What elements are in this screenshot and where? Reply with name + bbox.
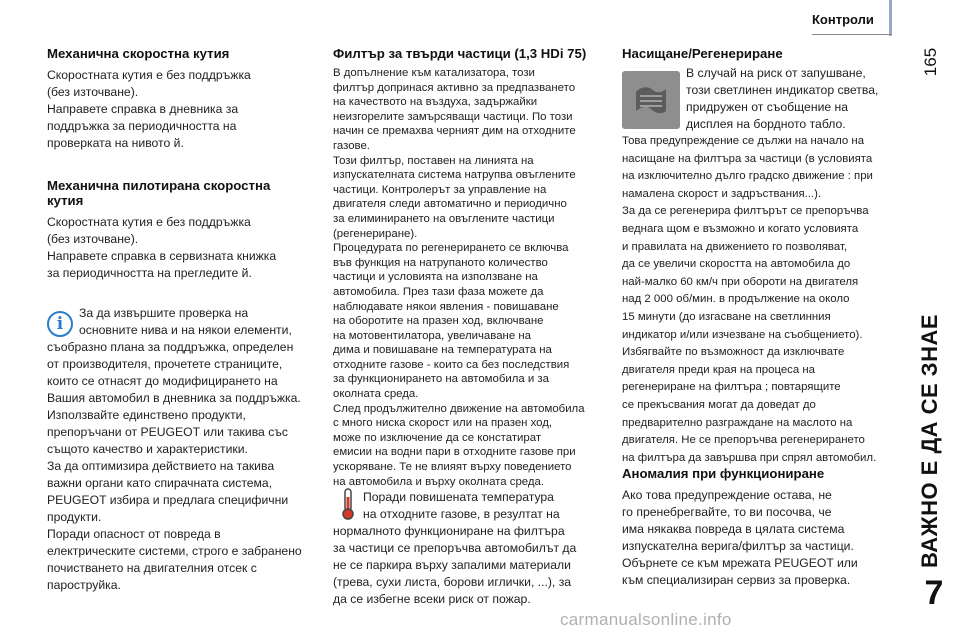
paragraph-line: газове. <box>333 139 370 152</box>
paragraph-line: на качеството на въздуха, задържайки <box>333 96 538 109</box>
particle-filter-warning-icon <box>622 71 680 129</box>
paragraph-line: на филтъра да завършва при спрял автомобил. <box>622 451 877 464</box>
paragraph-line: Обърнете се към мрежата PEUGEOT или <box>622 556 858 570</box>
paragraph-line: наблюдавате някои явления - повишаване <box>333 300 559 313</box>
paragraph-line: Използвайте единствено продукти, <box>47 408 246 422</box>
paragraph-line: Поради опасност от повреда в <box>47 527 221 541</box>
paragraph-line: дисплея на бордното табло. <box>686 117 846 131</box>
paragraph-line: намалена скорост и задръствания...). <box>622 187 822 200</box>
paragraph-line: околната среда. <box>333 388 419 401</box>
paragraph-line: продукти. <box>47 510 102 524</box>
piloted-gearbox-section <box>47 178 317 282</box>
paragraph-line: индикатор и/или изчезване на съобщението). <box>622 328 863 341</box>
paragraph-line: За да оптимизира действието на такива <box>47 459 275 473</box>
paragraph-line: поддръжка за периодичността на <box>47 119 237 133</box>
paragraph-line: В случай на риск от запушване, <box>686 66 866 80</box>
piloted-gearbox-heading: Механична пилотирана скоростна кутия <box>47 178 271 208</box>
paragraph-line: емисии на водни пари в отходните газове при <box>333 446 576 459</box>
manual-gearbox-text <box>47 67 317 152</box>
paragraph-line: Направете справка в дневника за <box>47 102 239 116</box>
manual-gearbox-section <box>47 46 317 152</box>
paragraph-line: съобразно плана за поддръжка, определен <box>47 340 294 354</box>
paragraph-line: двигателя следи автоматично и периодично <box>333 198 567 211</box>
info-icon: i <box>47 311 73 337</box>
malfunction-heading: Аномалия при функциониране <box>622 466 825 481</box>
paragraph-line: 15 минути (до изгасване на светлинния <box>622 310 831 323</box>
paragraph-line: да се увеличи скоростта на автомобила до <box>622 258 851 271</box>
paragraph-line: пароструйка. <box>47 578 121 592</box>
paragraph-line: ускоряване. Те не влияят върху поведението <box>333 461 572 474</box>
paragraph-line: отходните газове - които са без последствия <box>333 358 570 371</box>
header-divider <box>889 0 892 36</box>
paragraph-line: дима и повишаване на температурата на <box>333 344 552 357</box>
chapter-title: ВАЖНО Е ДА СЕ ЗНАЕ <box>917 313 942 568</box>
paragraph-line: с много ниска скорост или на празен ход, <box>333 417 553 430</box>
paragraph-line: към специализиран сервиз за проверка. <box>622 573 851 587</box>
paragraph-line: насищане на филтъра за частици (в условията <box>622 152 873 165</box>
manual-gearbox-heading: Механична скоростна кутия <box>47 46 230 61</box>
paragraph-line: нормалното функциониране на филтъра <box>333 524 565 538</box>
paragraph-line: на отходните газове, в резултат на <box>363 507 560 521</box>
piloted-gearbox-text <box>47 214 317 282</box>
paragraph-line: да се избегне всеки риск от пожар. <box>333 592 531 606</box>
paragraph-line: Поради повишената температура <box>363 490 554 504</box>
paragraph-line: за функционирането на автомобила и за <box>333 373 549 386</box>
paragraph-line: над 2 000 об/мин. в продължение на около <box>622 293 850 306</box>
paragraph-line: на изключително дълго градско движение : при <box>622 170 873 183</box>
page-number: 165 <box>921 47 940 77</box>
paragraph-line: електрическите системи, строго е забранено <box>47 544 302 558</box>
paragraph-line: За да извършите проверка на <box>79 306 249 320</box>
paragraph-line: за периодичността на прегледите й. <box>47 266 252 280</box>
paragraph-line: на оборотите на празен ход, включване <box>333 315 544 328</box>
paragraph-line: предварително разграждане на маслото на <box>622 416 853 429</box>
paragraph-line: Процедурата по регенерирането се включва <box>333 242 569 255</box>
paragraph-line: частици. Контролерът за управление на <box>333 183 547 196</box>
paragraph-line: не се паркира върху запалими материали <box>333 558 571 572</box>
chapter-side-tab <box>902 290 958 570</box>
paragraph-line: Направете справка в сервизната книжка <box>47 249 277 263</box>
paragraph-line: частици и условията на използване на <box>333 271 538 284</box>
paragraph-line: и правилата на движението го позволяват, <box>622 240 848 253</box>
paragraph-line: След продължително движение на автомобила <box>333 402 585 415</box>
paragraph-line: които се отнасят до модифицирането на <box>47 374 278 388</box>
paragraph-line: филтър допринася активно за предпазването <box>333 81 576 94</box>
paragraph-line: двигателя. Не се препоръчва регенерирането <box>622 434 865 447</box>
paragraph-line: проверката на нивото й. <box>47 136 184 150</box>
paragraph-line: Скоростната кутия е без поддръжка <box>47 68 251 82</box>
paragraph-line: препоръчани от PEUGEOT или такива със <box>47 425 288 439</box>
paragraph-line: За да се регенерира филтърът се препоръчва <box>622 205 869 218</box>
paragraph-line: Избягвайте по възможност да изключвате <box>622 346 845 359</box>
paragraph-line: (регенериране). <box>333 227 418 240</box>
paragraph-line: за елиминирането на овъглените частици <box>333 212 555 225</box>
paragraph-line: придружен от съобщение на <box>686 100 849 114</box>
paragraph-line: почистването на двигателния отсек с <box>47 561 257 575</box>
paragraph-line: двигателя преди края на процеса на <box>622 363 816 376</box>
paragraph-line: изпускателната система натрупва овъглените <box>333 169 576 182</box>
info-note <box>47 305 317 594</box>
paragraph-line: Вашия автомобил в дневника за поддръжка. <box>47 391 301 405</box>
paragraph-line: (трева, сухи листа, борови иглички, ...), за <box>333 575 572 589</box>
paragraph-line: от производителя, прочетете страниците, <box>47 357 283 371</box>
paragraph-line: за частици се препоръчва автомобилът да <box>333 541 577 555</box>
paragraph-line: на мотовентилатора, увеличаване на <box>333 329 531 342</box>
paragraph-line: (без източване). <box>47 85 139 99</box>
saturation-section <box>622 46 892 467</box>
info-note-text <box>47 339 317 594</box>
chapter-number: 7 <box>924 574 944 612</box>
paragraph-line: Този филтър, поставен на линията на <box>333 154 534 167</box>
paragraph-line: най-малко 60 км/ч при обороти на двигателя <box>622 275 859 288</box>
paragraph-line: основните нива и на някои елементи, <box>79 323 292 337</box>
paragraph-line: се прекъсвания могат да доведат до <box>622 398 816 411</box>
paragraph-line: на автомобила и върху околната среда. <box>333 475 545 488</box>
paragraph-line: има някаква повреда в цялата система <box>622 522 845 536</box>
header-rule <box>812 34 892 35</box>
paragraph-line: Скоростната кутия е без поддръжка <box>47 215 251 229</box>
paragraph-line: го пренебрегвайте, то ви посочва, че <box>622 505 832 519</box>
paragraph-line: важни органи като спирачната система, <box>47 476 273 490</box>
hot-exhaust-note <box>333 489 603 608</box>
paragraph-line: веднага щом е възможно и когато условията <box>622 222 859 235</box>
paragraph-line: (без източване). <box>47 232 139 246</box>
paragraph-line: изпускателна верига/филтър за частици. <box>622 539 854 553</box>
particle-filter-text <box>333 66 603 489</box>
paragraph-line: неизгорелите замърсяващи частици. По този <box>333 110 573 123</box>
paragraph-line: автомобила. През тази фаза можете да <box>333 285 544 298</box>
saturation-text <box>622 133 892 467</box>
hot-exhaust-text <box>333 523 603 608</box>
watermark: carmanualsonline.info <box>560 610 732 629</box>
paragraph-line: същото качество и характеристики. <box>47 442 248 456</box>
malfunction-text <box>622 487 892 589</box>
particle-filter-section <box>333 46 603 489</box>
saturation-heading: Насищане/Регенериране <box>622 46 783 61</box>
section-title: Контроли <box>812 12 874 27</box>
paragraph-line: PEUGEOT избира и предлага специфични <box>47 493 289 507</box>
paragraph-line: регенериране на филтъра ; повтарящите <box>622 381 841 394</box>
paragraph-line: В допълнение към катализатора, този <box>333 67 535 79</box>
paragraph-line: този светлинен индикатор светва, <box>686 83 879 97</box>
paragraph-line: във функция на натрупаното количество <box>333 256 548 269</box>
paragraph-line: Ако това предупреждение остава, не <box>622 488 832 502</box>
malfunction-section <box>622 466 892 589</box>
paragraph-line: начин се премахва черният дим на отходните <box>333 125 576 138</box>
paragraph-line: Това предупреждение се дължи на начало на <box>622 135 865 147</box>
thermometer-icon <box>333 489 363 521</box>
particle-filter-heading: Филтър за твърди частици (1,3 HDi 75) <box>333 46 587 61</box>
paragraph-line: може по изключение да се констатират <box>333 431 542 444</box>
